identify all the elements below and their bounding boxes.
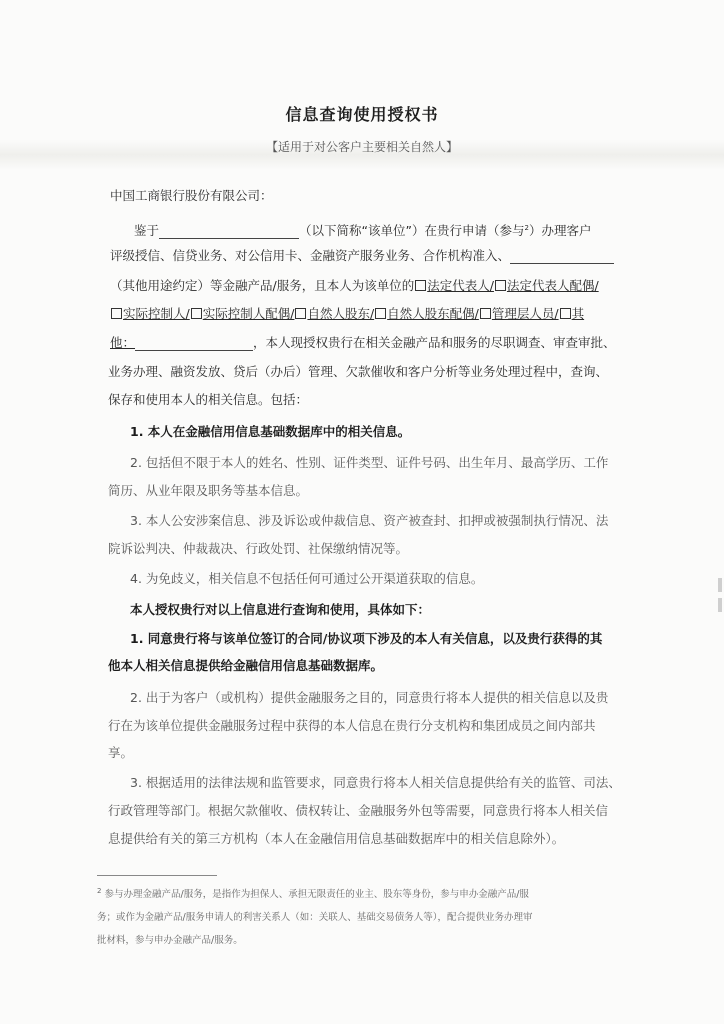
usage-3-line-3: 息提供给有关的第三方机构（本人在金融信用信息基础数据库中的相关信息除外）。	[108, 831, 565, 846]
intro-line-6: 业务办理、融资发放、贷后（办后）管理、欠款催收和客户分析等业务处理过程中，查询、	[108, 364, 609, 379]
checkbox-natural-shareholder-spouse[interactable]	[375, 308, 386, 319]
footnote-line-1	[97, 886, 529, 900]
option-label: 自然人股东配偶/	[387, 306, 479, 321]
intro-line-1	[134, 220, 591, 239]
item-3-line-1: 3. 本人公安涉案信息、涉及诉讼或仲裁信息、资产被查封、扣押或被强制执行情况、法	[130, 513, 609, 528]
footnote-ref: 2	[524, 224, 529, 232]
document-subtitle: 【适用于对公客户主要相关自然人】	[265, 140, 458, 154]
checkbox-actual-controller[interactable]	[111, 308, 122, 319]
option-label: 法定代表人/	[427, 278, 494, 293]
intro-text: ，本人现授权贵行在相关金融产品和服务的尽职调查、审查审批、	[253, 335, 616, 350]
option-label: 管理层人员/	[491, 306, 559, 321]
option-label: 他：	[110, 335, 136, 350]
option-label: 实际控制人配偶/	[202, 306, 295, 321]
intro-text: ）办理客户	[528, 223, 592, 239]
scan-edge-mark	[718, 578, 722, 592]
option-label: 其	[571, 306, 585, 321]
item-3-line-2: 院诉讼判决、仲裁裁决、行政处罚、社保缴纳情况等。	[108, 541, 409, 556]
other-role-blank[interactable]	[135, 338, 253, 351]
footnote-divider	[97, 875, 217, 876]
item-2-line-2: 简历、从业年限及职务等基本信息。	[108, 483, 309, 498]
checkbox-legal-rep[interactable]	[415, 280, 426, 291]
item-2-line-1: 2. 包括但不限于本人的姓名、性别、证件类型、证件号码、出生年月、最高学历、工作	[130, 455, 609, 470]
intro-line-5	[110, 335, 616, 351]
checkbox-actual-controller-spouse[interactable]	[191, 308, 202, 319]
usage-2-line-2: 行在为该单位提供金融服务过程中获得的本人信息在贵行分支机构和集团成员之间内部共	[108, 718, 596, 733]
checkbox-management[interactable]	[480, 308, 491, 319]
scan-edge-mark	[718, 598, 722, 612]
usage-3-line-2: 行政管理等部门。根据欠款催收、债权转让、金融服务外包等需要，同意贵行将本人相关信	[108, 803, 609, 818]
option-label: 自然人股东/	[307, 306, 375, 321]
usage-1-line-1: 1. 同意贵行将与该单位签订的合同/协议项下涉及的本人有关信息，以及贵行获得的其	[130, 631, 603, 646]
usage-2-line-1: 2. 出于为客户（或机构）提供金融服务之目的，同意贵行将本人提供的相关信息以及贵	[130, 690, 609, 705]
unit-name-blank[interactable]	[159, 226, 299, 239]
option-label: 实际控制人/	[123, 306, 190, 321]
intro-line-4	[110, 306, 584, 322]
usage-3-line-1: 3. 根据适用的法律法规和监管要求，同意贵行将本人相关信息提供给有关的监管、司法、	[130, 775, 621, 790]
intro-line-2	[110, 248, 614, 264]
intro-text: （以下简称“该单位”）在贵行申请（参与	[299, 223, 525, 239]
intro-text: （其他用途约定）等金融产品/服务，且本人为该单位的	[110, 278, 415, 293]
usage-heading: 本人授权贵行对以上信息进行查询和使用，具体如下：	[130, 602, 431, 617]
option-label: 法定代表人配偶/	[506, 278, 599, 293]
intro-line-7: 保存和使用本人的相关信息。包括：	[108, 392, 309, 407]
usage-1-line-2: 他本人相关信息提供给金融信用信息基础数据库。	[108, 658, 384, 673]
checkbox-other[interactable]	[560, 308, 571, 319]
footnote-number: 2	[97, 886, 102, 895]
checkbox-natural-shareholder[interactable]	[295, 308, 306, 319]
intro-text: 评级授信、信贷业务、对公信用卡、金融资产服务业务、合作机构准入、	[110, 248, 511, 263]
intro-line-3	[110, 278, 599, 294]
footnote-line-2: 务；或作为金融产品/服务申请人的利害关系人（如：关联人、基础交易债务人等），配合提供业务办理审	[97, 912, 533, 923]
usage-2-line-3: 享。	[108, 745, 134, 760]
document-title: 信息查询使用授权书	[285, 105, 439, 124]
other-usage-blank[interactable]	[510, 251, 614, 264]
addressee: 中国工商银行股份有限公司：	[110, 188, 273, 203]
footnote-text: 参与办理金融产品/服务，是指作为担保人、承担无限责任的业主、股东等身份，参与申办金融产品/服	[104, 889, 529, 900]
footnote-line-3: 批材料，参与申办金融产品/服务。	[97, 935, 243, 946]
checkbox-legal-rep-spouse[interactable]	[495, 280, 506, 291]
item-1: 1. 本人在金融信用信息基础数据库中的相关信息。	[130, 424, 411, 439]
item-4: 4. 为免歧义，相关信息不包括任何可通过公开渠道获取的信息。	[130, 571, 484, 586]
intro-text: 鉴于	[134, 223, 160, 239]
